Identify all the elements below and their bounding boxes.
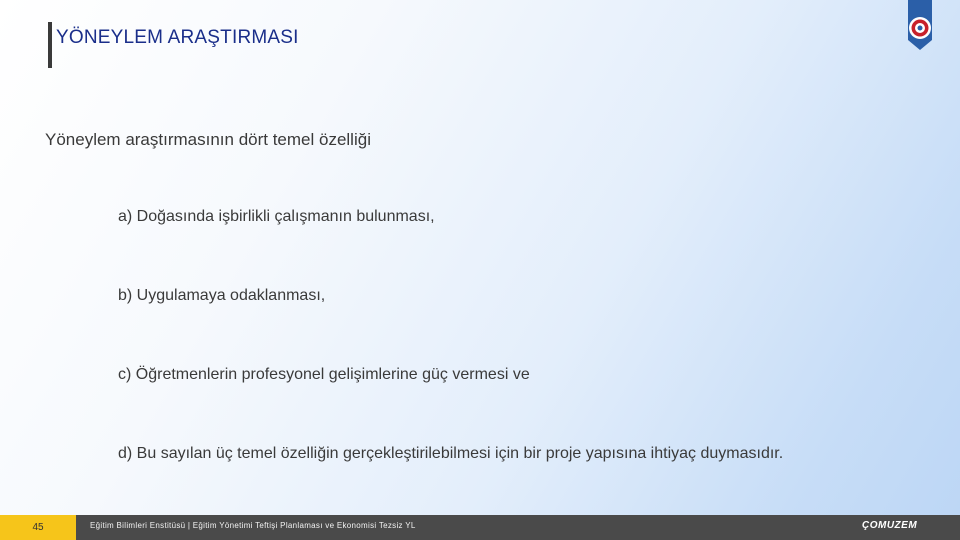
title-accent-bar — [48, 22, 52, 68]
list-item: b) Uygulamaya odaklanması, — [118, 287, 326, 304]
brand-logo: ÇOMUZEM — [862, 520, 918, 531]
slide-subtitle: Yöneylem araştırmasının dört temel özelliği — [45, 130, 371, 149]
page-number: 45 — [32, 522, 44, 533]
slide-title: YÖNEYLEM ARAŞTIRMASI — [56, 27, 299, 48]
list-item: c) Öğretmenlerin profesyonel gelişimlerine güç vermesi ve — [118, 366, 530, 383]
footer-text: Eğitim Bilimleri Enstitüsü | Eğitim Yönetimi Teftişi Planlaması ve Ekonomisi Tezsiz YL — [90, 521, 416, 530]
footer-bar — [0, 515, 960, 540]
list-item: d) Bu sayılan üç temel özelliğin gerçekleştirilebilmesi için bir proje yapısına ihtiyaç duymasıdır. — [118, 445, 784, 462]
list-item: a) Doğasında işbirlikli çalışmanın bulunması, — [118, 208, 435, 225]
university-seal-icon — [902, 0, 938, 52]
page-number-box — [0, 515, 76, 540]
